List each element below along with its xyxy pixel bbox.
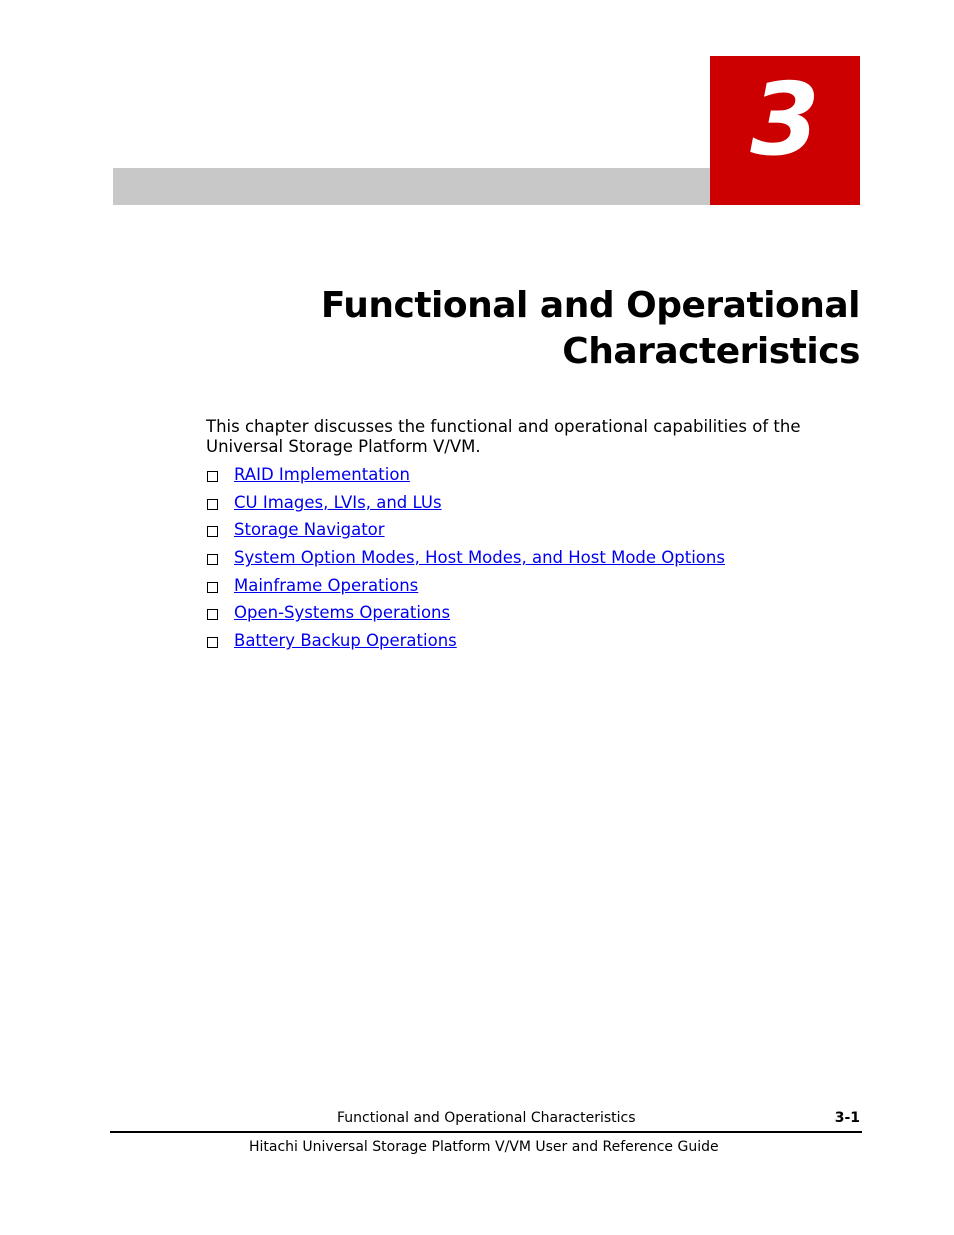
checkbox-bullet-icon <box>207 582 218 593</box>
chapter-title-line-1: Functional and Operational <box>320 285 860 326</box>
checkbox-bullet-icon <box>207 609 218 620</box>
checkbox-bullet-icon <box>207 554 218 565</box>
toc-item <box>206 548 725 576</box>
toc-link-system-option-modes[interactable]: System Option Modes, Host Modes, and Host Mode Options <box>234 548 725 568</box>
toc-item <box>206 631 725 659</box>
toc-item <box>206 603 725 631</box>
chapter-contents-list <box>206 465 725 659</box>
footer-divider <box>110 1131 862 1133</box>
chapter-title <box>240 283 860 375</box>
toc-item <box>206 520 725 548</box>
checkbox-bullet-icon <box>207 471 218 482</box>
toc-item <box>206 465 725 493</box>
toc-link-battery-backup-operations[interactable]: Battery Backup Operations <box>234 631 457 651</box>
chapter-number: 3 <box>750 61 820 178</box>
toc-item <box>206 493 725 521</box>
checkbox-bullet-icon <box>207 499 218 510</box>
chapter-intro: This chapter discusses the functional and operational capabilities of the Universal Storage Platform V/VM. <box>206 417 801 456</box>
footer-page-number: 3-1 <box>834 1110 860 1126</box>
chapter-header-bar <box>113 168 711 205</box>
chapter-title-line-2: Characteristics <box>562 331 860 372</box>
toc-link-mainframe-operations[interactable]: Mainframe Operations <box>234 575 419 595</box>
toc-link-cu-images[interactable]: CU Images, LVIs, and LUs <box>234 492 442 512</box>
toc-link-open-systems-operations[interactable]: Open-Systems Operations <box>234 603 451 623</box>
toc-link-raid-implementation[interactable]: RAID Implementation <box>234 465 410 484</box>
toc-item <box>206 576 725 604</box>
checkbox-bullet-icon <box>207 637 218 648</box>
footer-guide-title: Hitachi Universal Storage Platform V/VM User and Reference Guide <box>249 1139 719 1155</box>
checkbox-bullet-icon <box>207 526 218 537</box>
footer-chapter-title: Functional and Operational Characteristics <box>337 1110 636 1126</box>
toc-link-storage-navigator[interactable]: Storage Navigator <box>234 520 385 540</box>
chapter-number-box <box>710 56 860 205</box>
